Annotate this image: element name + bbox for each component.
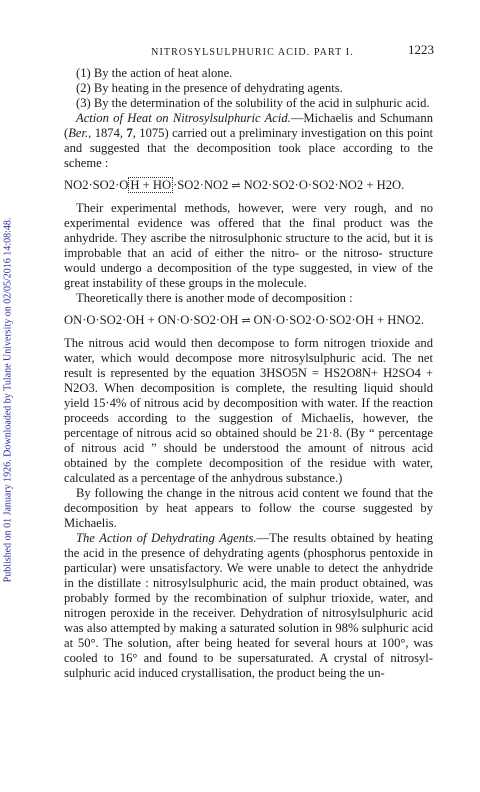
equilibrium-arrow: ⇌: [231, 180, 241, 192]
section-heading: The Action of Dehydrating Agents.: [76, 531, 257, 545]
equation-boxed-term: H + HO: [130, 178, 172, 192]
equation-term: NO2·SO2·O: [64, 178, 129, 192]
section-heading: Action of Heat on Nitrosylsulphuric Acid.: [76, 111, 291, 125]
equation-term: ON·O·SO2·OH + ON·O·SO2·OH: [64, 313, 239, 327]
paragraph-text: , 1874,: [88, 126, 127, 140]
paragraph: By following the change in the nitrous acid content we found that the decomposition by heat appears to follow the course suggested by Michaelis.: [64, 486, 433, 530]
citation-journal: Ber.: [68, 126, 89, 140]
list-item: (3) By the determination of the solubility of the acid in sulphuric acid.: [76, 96, 430, 110]
equation-term: ·SO2·NO2: [173, 178, 229, 192]
section-dehydrating-paragraph: [64, 531, 433, 681]
download-watermark-text: Published on 01 January 1926. Downloaded by Tulane University on 02/05/2016 14:08:48.: [2, 217, 14, 583]
equation-michaelis: [64, 178, 433, 194]
paragraph-text: —Michaelis and Schumann (: [64, 111, 433, 140]
list-item: (2) By heating in the presence of dehydrating agents.: [76, 81, 343, 95]
section-heat-paragraph: [64, 111, 433, 171]
equation-term: ON·O·SO2·O·SO2·OH + HNO2.: [253, 313, 424, 327]
paragraph: Their experimental methods, however, were very rough, and no experimental evidence was offered that the final product was the anhydride. They ascribe the nitrosulphonic structure to the acid, but it is improbable that an acid of either the nitro- or the nitroso- structure would undergo a decomposition of the type suggested, in view of the great instability of these groups in the molecule.: [64, 201, 433, 290]
paragraph-text: —The results obtained by heating the acid in the presence of dehydrating agents (phosphorus pentoxide in particular) were unsatisfactory. We were unable to detect the anhydride in the distillate : nitrosylsulphuric acid, the main product obtained, was probably formed by the recombination of sulphur trioxide, water, and nitrogen peroxide in the receiver. Dehydration of nitrosylsulphuric acid was also attempted by making a saturated solution in 98% sulphuric acid at 50°. The solution, after being heated for several hours at 100°, was cooled to 16° and found to be supersaturated. A crystal of nitrosyl- sulphuric acid induced crystallisation, the product being the un-: [64, 531, 433, 680]
citation-volume: 7: [126, 126, 133, 140]
paragraph: The nitrous acid would then decompose to form nitrogen trioxide and water, which would decompose more nitrosylsulphuric acid. The net result is represented by the equation 3HSO5N = HS2O8N+ H2SO4 + N2O3. When decomposition is complete, the resulting liquid should yield 15·4% of nitrous acid by decomposition with water. If the reaction proceeds according to the suggestion of Michaelis, however, the percentage of nitrous acid so obtained should be 21·8. (By “ percentage of nitrous acid ” should be understood the amount of nitrous acid obtained by the complete decomposition of the residue with water, calculated as a percentage of the anhydrous substance.): [64, 336, 433, 485]
running-title: NITROSYLSULPHURIC ACID. PART I.: [151, 47, 354, 58]
equation-alternative: [64, 313, 433, 329]
running-header: [64, 44, 433, 60]
equilibrium-arrow: ⇌: [241, 315, 251, 327]
page-number: 1223: [408, 42, 434, 57]
page-body: [64, 44, 433, 681]
download-watermark: [0, 0, 16, 792]
list-item: (1) By the action of heat alone.: [76, 66, 233, 80]
paragraph: Theoretically there is another mode of decomposition :: [76, 291, 353, 305]
paragraph-text: , 1075) carried out a preliminary investigation on this point and suggested that the decomposition took place according to the scheme :: [64, 126, 433, 170]
equation-term: NO2·SO2·O·SO2·NO2 + H2O.: [243, 178, 405, 192]
